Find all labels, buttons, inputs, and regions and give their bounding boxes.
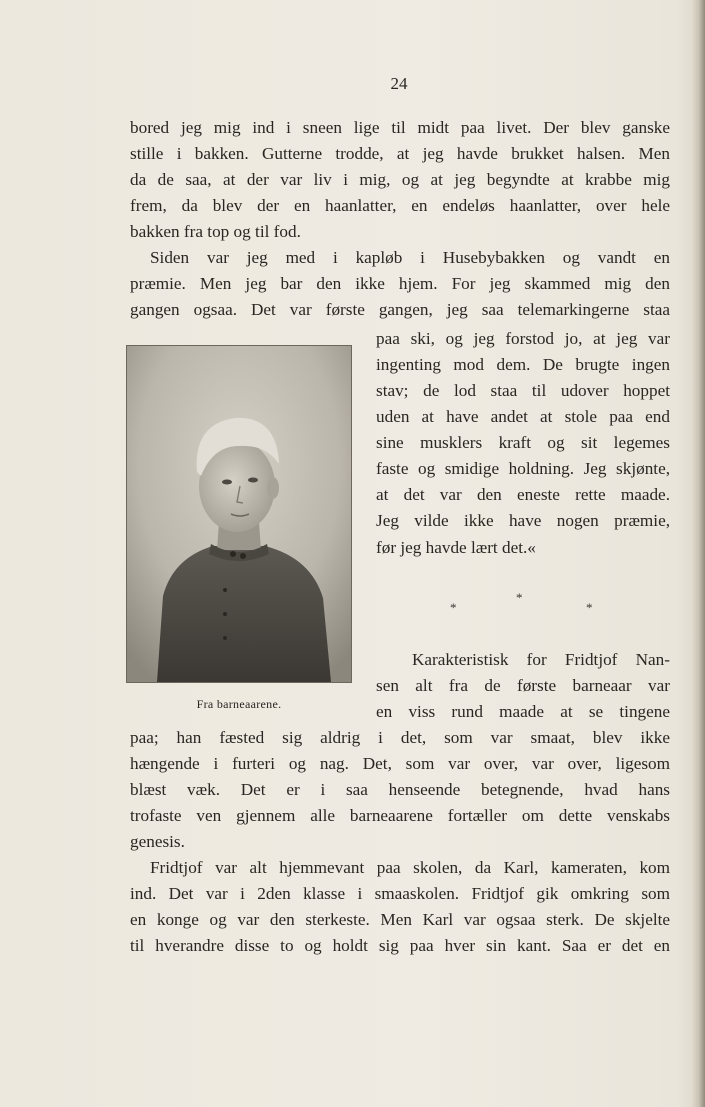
- page-edge: [691, 0, 705, 1107]
- text-line: genesis.: [130, 832, 185, 851]
- text-line: præmie. Men jeg bar den ikke hjem. For jeg skammed mig den: [130, 274, 670, 293]
- text-line: bored jeg mig ind i sneen lige til midt paa livet. Der blev ganske: [130, 118, 670, 137]
- text-line: stille i bakken. Gutterne trodde, at jeg havde brukket halsen. Men: [130, 144, 670, 163]
- text-line: før jeg havde lært det.«: [376, 538, 536, 557]
- text-line: Siden var jeg med i kapløb i Husebybakken og vandt en: [150, 248, 670, 267]
- text-line: frem, da blev der en haanlatter, en endeløs haanlatter, over hele: [130, 196, 670, 215]
- text-line: gangen ogsaa. Det var første gangen, jeg saa telemarkingerne staa: [130, 300, 670, 319]
- text-line: Fridtjof var alt hjemmevant paa skolen, da Karl, kameraten, kom: [150, 858, 670, 877]
- page-number: 24: [390, 74, 408, 93]
- section-break-asterisk: *: [516, 590, 523, 605]
- text-line: en konge og var den sterkeste. Men Karl var ogsaa sterk. De skjelte: [130, 910, 670, 929]
- text-line: Karakteristisk for Fridtjof Nan-: [412, 650, 670, 669]
- text-line: paa ski, og jeg forstod jo, at jeg var: [376, 329, 670, 348]
- photo-caption: Fra barneaarene.: [196, 697, 282, 711]
- text-line: sen alt fra de første barneaar var: [376, 676, 670, 695]
- text-line: ind. Det var i 2den klasse i smaaskolen. Fridtjof gik omkring som: [130, 884, 670, 903]
- text-line: at det var den eneste rette maade.: [376, 485, 670, 504]
- text-line: sine musklers kraft og sit legemes: [376, 433, 670, 452]
- text-line: trofaste ven gjennem alle barneaarene fortæller om dette venskabs: [130, 806, 670, 825]
- text-line: en viss rund maade at se tingene: [376, 702, 670, 721]
- text-line: Jeg vilde ikke have nogen præmie,: [376, 511, 670, 530]
- text-line: paa; han fæsted sig aldrig i det, som var smaat, blev ikke: [130, 728, 670, 747]
- text-line: ingenting mod dem. De brugte ingen: [376, 355, 670, 374]
- text-line: faste og smidige holdning. Jeg skjønte,: [376, 459, 670, 478]
- text-line: hængende i furteri og nag. Det, som var over, var over, ligesom: [130, 754, 670, 773]
- portrait-photo: [126, 345, 352, 683]
- text-line: bakken fra top og til fod.: [130, 222, 301, 241]
- text-line: stav; de lod staa til udover hoppet: [376, 381, 670, 400]
- section-break-asterisk: *: [586, 600, 593, 615]
- text-line: da de saa, at der var liv i mig, og at jeg begyndte at krabbe mig: [130, 170, 670, 189]
- text-line: til hverandre disse to og holdt sig paa hver sin kant. Saa er det en: [130, 936, 670, 955]
- text-line: uden at have andet at stole paa end: [376, 407, 670, 426]
- text-line: blæst væk. Det er i saa henseende betegnende, hvad hans: [130, 780, 670, 799]
- section-break-asterisk: *: [450, 600, 457, 615]
